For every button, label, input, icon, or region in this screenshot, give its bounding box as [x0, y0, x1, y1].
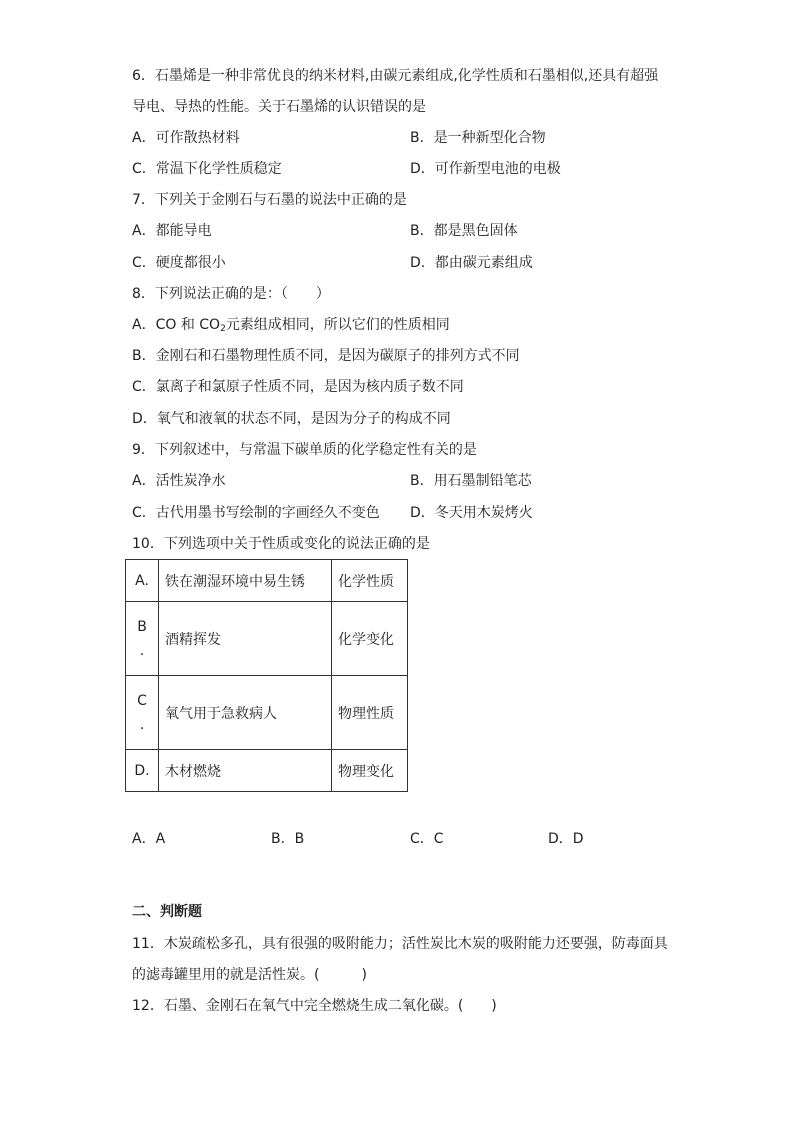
row-label [126, 750, 159, 792]
q7-option-c: C．硬度都很小 [132, 255, 226, 271]
q9-option-d: D．冬天用木炭烤火 [410, 505, 533, 521]
q10-answer-c: C．C [410, 831, 444, 847]
q8-option-a-subscript: 2 [220, 324, 226, 334]
q10-answer-d: D．D [548, 831, 584, 847]
q8-option-a-prefix: A．CO 和 CO [132, 317, 221, 333]
q7-stem: 7．下列关于金刚石与石墨的说法中正确的是 [132, 192, 407, 208]
row-text: 铁在潮湿环境中易生锈 [159, 560, 332, 602]
row-type: 化学性质 [332, 560, 408, 602]
row-label [126, 602, 159, 676]
q7-option-d: D．都由碳元素组成 [410, 255, 533, 271]
q8-option-a [132, 315, 450, 339]
row-label [126, 676, 159, 750]
q9-option-c: C．古代用墨书写绘制的字画经久不变色 [132, 505, 380, 521]
q6-option-d: D．可作新型电池的电极 [410, 161, 561, 177]
row-type: 物理性质 [332, 676, 408, 750]
q11-line1: 11．木炭疏松多孔，具有很强的吸附能力；活性炭比木炭的吸附能力还要强，防毒面具 [132, 936, 668, 952]
q8-option-a-suffix: 元素组成相同，所以它们的性质相同 [225, 317, 450, 333]
row-label [126, 560, 159, 602]
q6-option-c: C．常温下化学性质稳定 [132, 161, 282, 177]
row-label-dot: . [139, 642, 145, 659]
q8-option-d: D．氧气和液氧的状态不同，是因为分子的构成不同 [132, 411, 451, 427]
row-label-text: B [137, 618, 147, 635]
row-text: 酒精挥发 [159, 602, 332, 676]
q12-text: 12．石墨、金刚石在氧气中完全燃烧生成二氧化碳。( ) [132, 998, 497, 1014]
row-label-dot: . [139, 716, 145, 733]
row-label-text: C [137, 692, 147, 709]
table-row [126, 560, 408, 602]
q10-answer-a: A．A [132, 831, 166, 847]
q6-stem-line2: 导电、导热的性能。关于石墨烯的认识错误的是 [132, 99, 426, 115]
row-type: 化学变化 [332, 602, 408, 676]
table-row [126, 750, 408, 792]
row-label-text: D. [134, 762, 150, 779]
q7-option-a: A．都能导电 [132, 223, 212, 239]
q8-option-b: B．金刚石和石墨物理性质不同，是因为碳原子的排列方式不同 [132, 348, 520, 364]
q9-stem: 9．下列叙述中，与常温下碳单质的化学稳定性有关的是 [132, 442, 477, 458]
row-text: 氧气用于急救病人 [159, 676, 332, 750]
q10-stem: 10．下列选项中关于性质或变化的说法正确的是 [132, 536, 430, 552]
q9-option-b: B．用石墨制铅笔芯 [410, 473, 532, 489]
q6-option-b: B．是一种新型化合物 [410, 130, 546, 146]
table-row [126, 676, 408, 750]
q10-answer-b: B．B [271, 831, 305, 847]
q9-option-a: A．活性炭净水 [132, 473, 226, 489]
q8-stem: 8．下列说法正确的是：（ ） [132, 286, 330, 302]
q6-stem-line1: 6．石墨烯是一种非常优良的纳米材料,由碳元素组成,化学性质和石墨相似,还具有超强 [132, 68, 659, 84]
section-title: 二、判断题 [132, 904, 202, 920]
row-label-text: A. [135, 572, 149, 589]
q7-option-b: B．都是黑色固体 [410, 223, 518, 239]
table-row [126, 602, 408, 676]
q11-line2: 的滤毒罐里用的就是活性炭。( ) [132, 967, 367, 983]
row-type: 物理变化 [332, 750, 408, 792]
q10-table [125, 559, 408, 792]
q6-option-a: A．可作散热材料 [132, 130, 240, 146]
q8-option-c: C．氯离子和氯原子性质不同，是因为核内质子数不同 [132, 379, 464, 395]
row-text: 木材燃烧 [159, 750, 332, 792]
